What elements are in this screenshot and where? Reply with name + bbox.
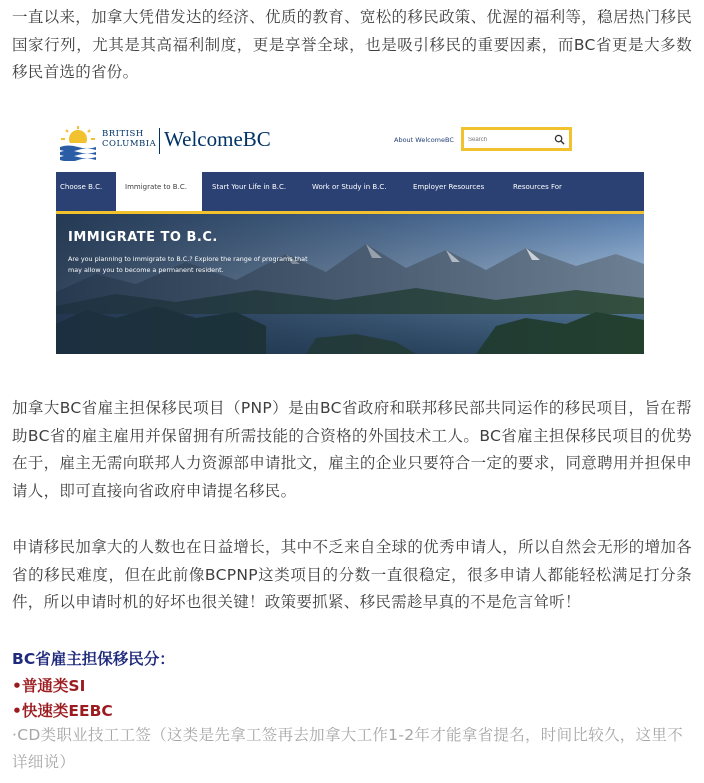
demand-paragraph: 申请移民加拿大的人数也在日益增长，其中不乏来自全球的优秀申请人，所以自然会无形的增加各省的移民难度，但在此前像BCPNP这类项目的分数一直很稳定，很多申请人都能轻松满足打分条件，所以申请时机的好坏也很关键！政策要抓紧、移民需趁早真的不是危言耸听！ [12, 538, 692, 611]
nav-employer-resources[interactable]: Employer Resources [413, 183, 485, 191]
british-columbia-wordmark: BRITISH COLUMBIA [102, 129, 157, 149]
nav-resources-for[interactable]: Resources For [513, 183, 562, 191]
site-header [56, 116, 644, 172]
nav-choose-bc[interactable]: Choose B.C. [60, 183, 103, 191]
nav-immigrate-to-bc[interactable]: Immigrate to B.C. [116, 172, 202, 211]
eebc-category: •快速类EEBC [12, 702, 113, 720]
scores-heading: BC省雇主担保移民分： [12, 650, 175, 668]
pnp-paragraph: 加拿大BC省雇主担保移民项目（PNP）是由BC省政府和联邦移民部共同运作的移民项目，旨在帮助BC省的雇主雇用并保留拥有所需技能的合资格的外国技术工人。BC省雇主担保移民项目的优势在于，雇主无需向联邦人力资源部申请批文，雇主的企业只要符合一定的要求，同意聘用并担保申请人，即可直接向省政府申请提名移民。 [12, 399, 692, 500]
search-input[interactable] [466, 133, 550, 146]
welcomebc-logo-text[interactable]: WelcomeBC [164, 127, 271, 151]
intro-paragraph: 一直以来，加拿大凭借发达的经济、优质的教育、宽松的移民政策、优渥的福利等，稳居热门移民国家行列，尤其是其高福利制度，更是享誉全球，也是吸引移民的重要因素，而BC省更是大多数移民首选的省份。 [12, 8, 692, 81]
search-icon[interactable] [554, 134, 565, 145]
hero-title: IMMIGRATE TO B.C. [68, 230, 218, 245]
site-nav [56, 172, 644, 214]
hero-banner [56, 214, 644, 354]
hero-description: Are you planning to immigrate to B.C.? Explore the range of programs that may allow you to become a permanent resident. [68, 255, 308, 274]
about-welcomebc-link[interactable]: About WelcomeBC [394, 136, 454, 144]
nav-work-or-study[interactable]: Work or Study in B.C. [312, 183, 387, 191]
bc-sun-logo-icon [58, 125, 98, 161]
nav-start-your-life[interactable]: Start Your Life in B.C. [212, 183, 287, 191]
welcomebc-screenshot [56, 116, 644, 354]
cd-category-note: ·CD类职业技工工签（这类是先拿工签再去加拿大工作1-2年才能拿省提名，时间比较久，这里不详细说） [12, 726, 684, 771]
logo-divider [159, 128, 160, 154]
search-box[interactable] [461, 127, 572, 151]
si-category: •普通类SI [12, 677, 86, 695]
